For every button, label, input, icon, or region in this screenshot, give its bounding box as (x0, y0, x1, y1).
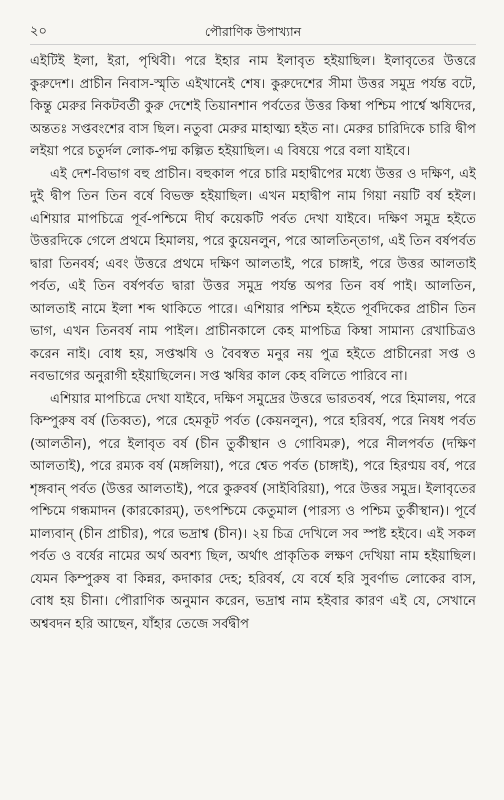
running-title: পৌরাণিক উপাখ্যান (204, 24, 302, 39)
body-text (30, 51, 476, 636)
book-page (30, 22, 476, 787)
paragraph: এই দেশ-বিভাগ বহু প্রাচীন। বহুকাল পরে চারি মহাদ্বীপের মধ্যে উত্তর ও দক্ষিণ, এই দুই দ্বীপ তিন তিন বর্ষে বিভক্ত হইয়াছিল। এখন মহাদ্বীপ নাম গিয়া নয়টি বর্ষ হইল। এশিয়ার মাপচিত্রে পূর্ব-পশ্চিমে দীর্ঘ কয়েকটি পর্বত দেখা যাইবে। দক্ষিণ সমুদ্র হইতে উত্তরদিকে গেলে প্রথমে হিমালয়, পরে কুয়েনলুন, পরে আলতিন্‌তাগ, এই তিন বর্ষপর্বত দ্বারা তিনবর্ষ; এবং উত্তরে প্রথমে দক্ষিণ আলতাই, পরে চাঙ্গাই, পরে উত্তর আলতাই পর্বত, এই তিন বর্ষপর্বত দ্বারা উত্তর সমুদ্র পর্যন্ত অপর তিন বর্ষ পাই। আলতিন, আলতাই নামে ইলা শব্দ থাকিতে পারে। এশিয়ার পশ্চিম হইতে পূর্বদিকের প্রাচীন তিন ভাগ, এখন তিনবর্ষ নাম পাইল। প্রাচীনকালে কেহ মাপচিত্র কিম্বা সামান্য রেখাচিত্রও করেন নাই। বোধ হয়, সপ্তঋষি ও বৈবস্বত মনুর নয় পুত্র হইতে প্রাচীনেরা সপ্ত ও নবভাগের অনুরাগী হইয়াছিলেন। সপ্ত ঋষির কাল কেহ বলিতে পারিবে না। (30, 166, 476, 384)
page-header (30, 22, 476, 45)
paragraph: এশিয়ার মাপচিত্রে দেখা যাইবে, দক্ষিণ সমুদ্রের উত্তরে ভারতবর্ষ, পরে হিমালয়, পরে কিম্পুরুষ বর্ষ (তিব্বত), পরে হেমকূট পর্বত (কেয়নলুন), পরে হরিবর্ষ, পরে নিষধ পর্বত (আলতীন), পরে ইলাবৃত বর্ষ (চীন তুর্কীস্থান ও গোবিমরু), পরে নীলপর্বত (দক্ষিণ আলতাই), পরে রম্যক বর্ষ (মঙ্গলিয়া), পরে শ্বেত পর্বত (চাঙ্গাই), পরে হিরণ্ময় বর্ষ, পরে শৃঙ্গবান্‌ পর্বত (উত্তর আলতাই), পরে কুরুবর্ষ (সাইবিরিয়া), পরে উত্তর সমুদ্র। ইলাবৃতের পশ্চিমে গন্ধমাদন (কারকোরম্‌), তৎপশ্চিমে কেতুমাল (পারস্য ও পশ্চিম তুর্কীস্থান)। পূর্বে মাল্যবান্‌ (চীন প্রাচীর), পরে ভদ্রাশ্ব (চীন)। ২য় চিত্র দেখিলে সব স্পষ্ট হইবে। এই সকল পর্বত ও বর্ষের নামের অর্থ অবশ্য ছিল, অর্থাৎ প্রাকৃতিক লক্ষণ দেখিয়া নাম হইয়াছিল। যেমন কিম্পুরুষ বা কিন্নর, কদাকার দেহ; হরিবর্ষ, যে বর্ষে হরি সুবর্ণাভ লোকের বাস, বোধ হয় চীনা। পৌরাণিক অনুমান করেন, ভদ্রাশ্ব নাম হইবার কারণ এই যে, সেখানে অশ্ববদন হরি আছেন, যাঁহার তেজে সর্বদ্বীপ (30, 391, 476, 632)
page-number: ২০ (30, 24, 47, 39)
paragraph: এইটিই ইলা, ইরা, পৃথিবী। পরে ইহার নাম ইলাবৃত হইয়াছিল। ইলাবৃতের উত্তরে কুরুদেশ। প্রাচীন নিবাস-স্মৃতি এইখানেই শেষ। কুরুদেশের সীমা উত্তর সমুদ্র পর্যন্ত বটে, কিন্তু মেরুর নিকটবর্তী কুরু দেশেই তিয়ানশান পর্বতের উত্তর কিম্বা পশ্চিম পার্শ্বে ঋষিদের, অন্ততঃ সপ্তবংশের বাস ছিল। নতুবা মেরুর মাহাত্ম্য হইত না। মেরুর চারিদিকে চারি দ্বীপ লইয়া পরে চতুর্দল লোক-পদ্ম কল্পিত হইয়াছিল। এ বিষয়ে পরে বলা যাইবে। (30, 54, 476, 159)
